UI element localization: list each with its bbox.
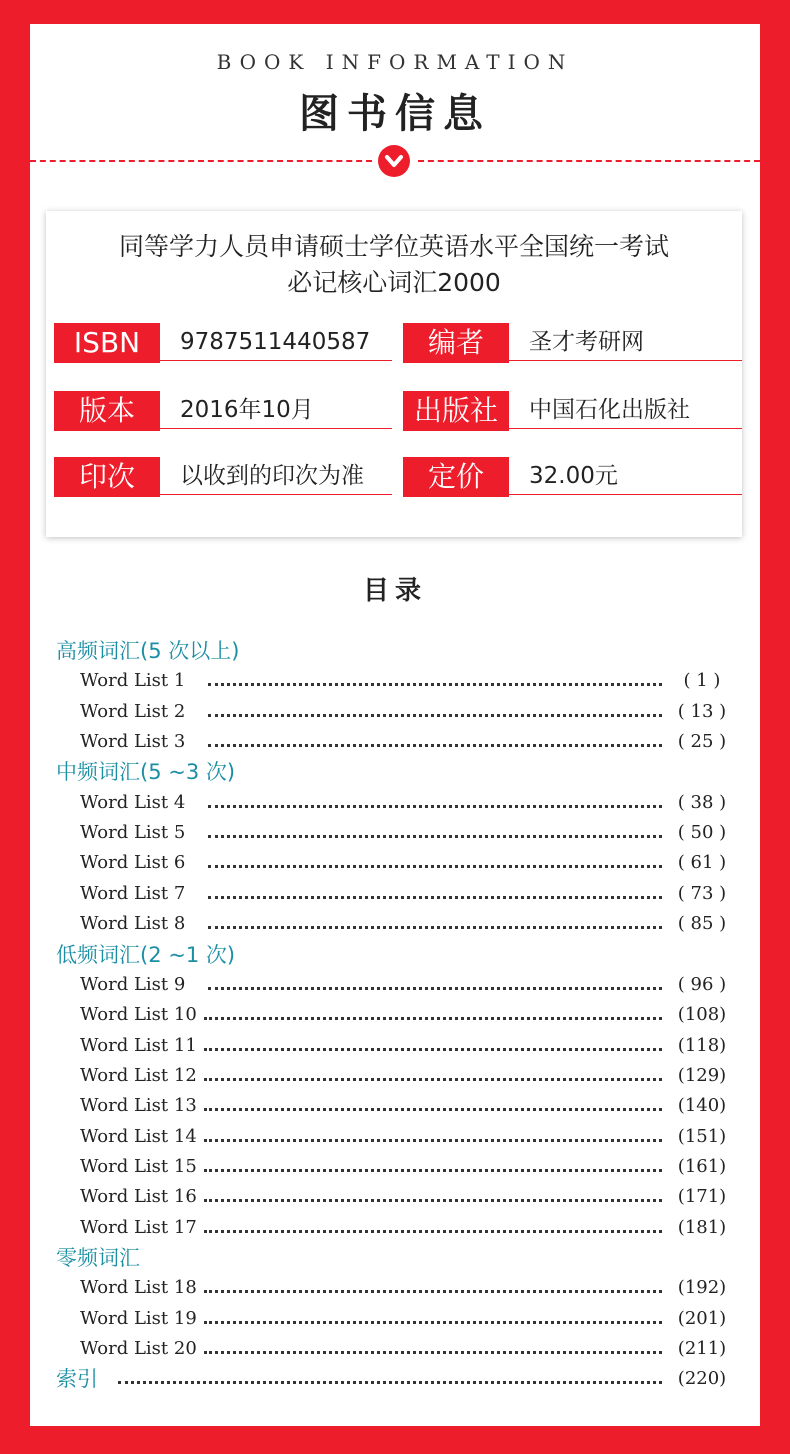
toc-leader-dots [204,1017,662,1020]
header-cn-title: 图书信息 [299,91,491,137]
toc-leader-dots [204,1351,662,1354]
toc-entry [30,1182,760,1212]
toc-leader-dots [204,1290,662,1293]
toc-entry [30,818,760,848]
toc-entry-name: Word List 4 [80,791,186,813]
toc-entry-name: Word List 5 [80,822,186,844]
toc-page-number: (129) [677,1064,727,1086]
toc-page-number: (181) [677,1216,727,1238]
toc-page-number: ( 85 ) [677,913,727,935]
toc-entry-name: Word List 14 [80,1125,197,1147]
toc-entry-name: Word List 15 [80,1155,197,1177]
toc-entry-name: Word List 16 [80,1186,197,1208]
field-value: 9787511440587 [160,323,392,361]
book-title-line2: 必记核心词汇2000 [287,268,501,297]
toc-entry-name: Word List 17 [80,1216,197,1238]
toc-leader-dots [204,1199,662,1202]
toc-entry [30,1273,760,1303]
toc-leader-dots [208,835,662,838]
field-printing [54,457,392,497]
header-en-title: BOOK INFORMATION [216,50,574,74]
toc-page-number: (211) [677,1338,727,1360]
toc-entry [30,879,760,909]
toc-leader-dots [208,744,662,747]
toc-page-number: (220) [677,1368,727,1390]
toc-page-number: ( 25 ) [677,731,727,753]
toc-leader-dots [204,1139,662,1142]
toc-section-label: 零频词汇 [56,1246,140,1270]
toc-leader-dots [208,926,662,929]
toc-leader-dots [208,683,662,686]
toc-section [30,940,760,970]
toc-page-number: (201) [677,1307,727,1329]
toc-leader-dots [204,1321,662,1324]
toc-entry-name: Word List 18 [80,1277,197,1299]
divider-right [418,160,760,162]
divider-left [30,160,372,162]
toc-entry-name: Word List 11 [80,1034,197,1056]
field-value: 圣才考研网 [509,323,742,361]
toc-page-number: ( 96 ) [677,973,727,995]
toc-entry [30,1334,760,1364]
field-value: 2016年10月 [160,391,392,429]
field-label: 印次 [54,457,160,497]
field-value: 32.00元 [509,457,742,495]
toc-leader-dots [204,1048,662,1051]
toc-entry-name: Word List 10 [80,1004,197,1026]
toc-entry-name: Word List 20 [80,1338,197,1360]
field-label: 编者 [403,323,509,363]
toc-leader-dots [204,1230,662,1233]
toc-entry [30,788,760,818]
toc-leader-dots [208,714,662,717]
toc-entry [30,1304,760,1334]
toc-entry [30,1213,760,1243]
toc-leader-dots [208,805,662,808]
field-publisher [403,391,742,431]
toc-entry [30,1031,760,1061]
toc-page-number: (161) [677,1155,727,1177]
toc-entry-name: Word List 3 [80,731,186,753]
toc-index-entry [30,1364,760,1394]
book-info-card [46,211,742,537]
field-edition [54,391,392,431]
toc-leader-dots [204,1108,662,1111]
toc-section-label: 低频词汇(2 ~1 次) [56,942,236,967]
field-price [403,457,742,497]
toc-section [30,1243,760,1273]
field-value: 以收到的印次为准 [160,457,392,495]
toc-title: 目录 [362,576,427,606]
toc-page-number: (171) [677,1186,727,1208]
field-label: 版本 [54,391,160,431]
toc-entry [30,727,760,757]
toc-leader-dots [204,1078,662,1081]
toc-leader-dots [118,1381,662,1384]
content-panel [30,24,760,1426]
field-editor [403,323,742,363]
toc-entry [30,1152,760,1182]
toc-page-number: (118) [677,1034,727,1056]
toc-page-number: ( 38 ) [677,791,727,813]
toc-entry [30,1000,760,1030]
toc-page-number: (140) [677,1095,727,1117]
toc-entry-name: Word List 9 [80,973,186,995]
toc-entry-name: Word List 1 [80,670,186,692]
toc-entry-name: Word List 8 [80,913,186,935]
toc-entry [30,1061,760,1091]
field-label: ISBN [54,323,160,363]
toc-entry-name: Word List 13 [80,1095,197,1117]
toc-section [30,636,760,666]
field-label: 定价 [403,457,509,497]
toc-entry [30,666,760,696]
toc-entry [30,1091,760,1121]
toc-section-label: 高频词汇(5 次以上) [56,639,240,663]
toc-entry-name: Word List 6 [80,852,186,874]
toc-entry-name: Word List 2 [80,700,186,722]
toc-page-number: ( 61 ) [677,852,727,874]
toc-leader-dots [208,896,662,899]
toc-leader-dots [208,987,662,990]
toc-section [30,757,760,787]
toc-leader-dots [208,865,662,868]
toc-leader-dots [204,1169,662,1172]
toc-entry-name: 索引 [56,1367,98,1392]
toc-entry [30,697,760,727]
toc-page-number: ( 50 ) [677,822,727,844]
toc-page-number: ( 1 ) [683,670,721,692]
toc-entry-name: Word List 19 [80,1307,197,1329]
toc-entry [30,848,760,878]
field-label: 出版社 [403,391,509,431]
toc-page-number: ( 13 ) [677,700,727,722]
toc-section-label: 中频词汇(5 ~3 次) [56,760,236,785]
toc-page-number: (192) [677,1277,727,1299]
toc-entry-name: Word List 12 [80,1064,197,1086]
book-title-line1: 同等学力人员申请硕士学位英语水平全国统一考试 [118,232,669,261]
toc-page-number: (151) [677,1125,727,1147]
toc-entry [30,1122,760,1152]
field-isbn [54,323,392,363]
toc-entry-name: Word List 7 [80,882,186,904]
chevron-down-icon [378,145,410,177]
book-title [46,229,742,301]
field-value: 中国石化出版社 [509,391,742,429]
toc-page-number: ( 73 ) [677,882,727,904]
toc-entry [30,909,760,939]
toc-page-number: (108) [677,1004,727,1026]
toc-entry [30,970,760,1000]
